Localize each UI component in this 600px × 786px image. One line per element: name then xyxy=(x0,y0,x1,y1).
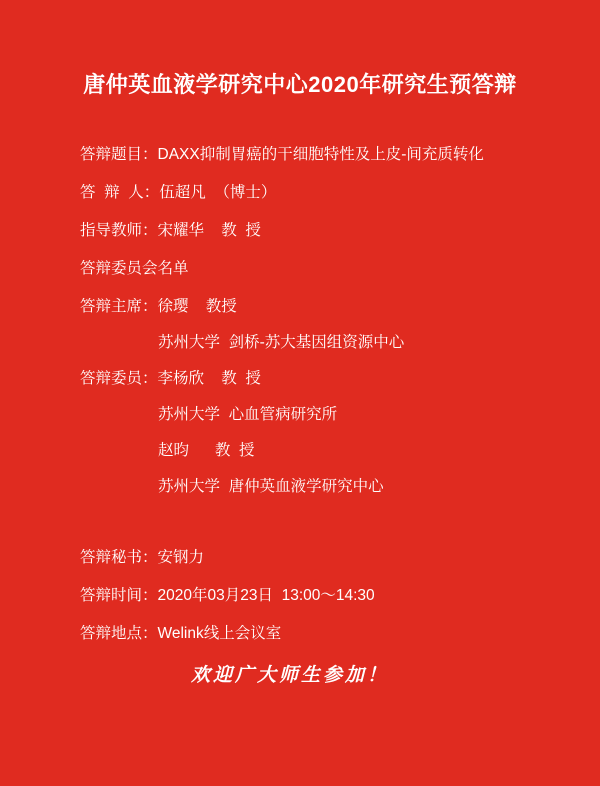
line-committee-heading: 答辩委员会名单 xyxy=(80,260,189,277)
line-advisor: 指导教师：宋耀华 教 授 xyxy=(80,222,261,239)
page-title: 唐仲英血液学研究中心2020年研究生预答辩 xyxy=(83,72,517,97)
announcement-footer xyxy=(80,548,550,662)
line-member-1-affiliation: 苏州大学 心血管病研究所 xyxy=(158,406,338,423)
line-secretary: 答辩秘书：安钢力 xyxy=(80,549,205,566)
line-location: 答辩地点：Welink线上会议室 xyxy=(80,625,282,642)
line-member-2: 赵昀 教 授 xyxy=(158,442,255,459)
line-topic: 答辩题目：DAXX抑制胃癌的干细胞特性及上皮-间充质转化 xyxy=(80,146,484,163)
line-chair-affiliation: 苏州大学 剑桥-苏大基因组资源中心 xyxy=(158,334,405,351)
announcement-body xyxy=(80,145,550,513)
line-chair: 答辩主席：徐璎 教授 xyxy=(80,298,237,315)
line-member-1: 答辩委员：李杨欣 教 授 xyxy=(80,370,261,387)
line-member-2-affiliation: 苏州大学 唐仲英血液学研究中心 xyxy=(158,478,384,495)
line-datetime: 答辩时间：2020年03月23日 13:00～14:30 xyxy=(80,587,375,604)
line-presenter: 答 辩 人：伍超凡 （博士） xyxy=(80,184,277,201)
welcome-note: 欢迎广大师生参加！ xyxy=(190,665,389,686)
